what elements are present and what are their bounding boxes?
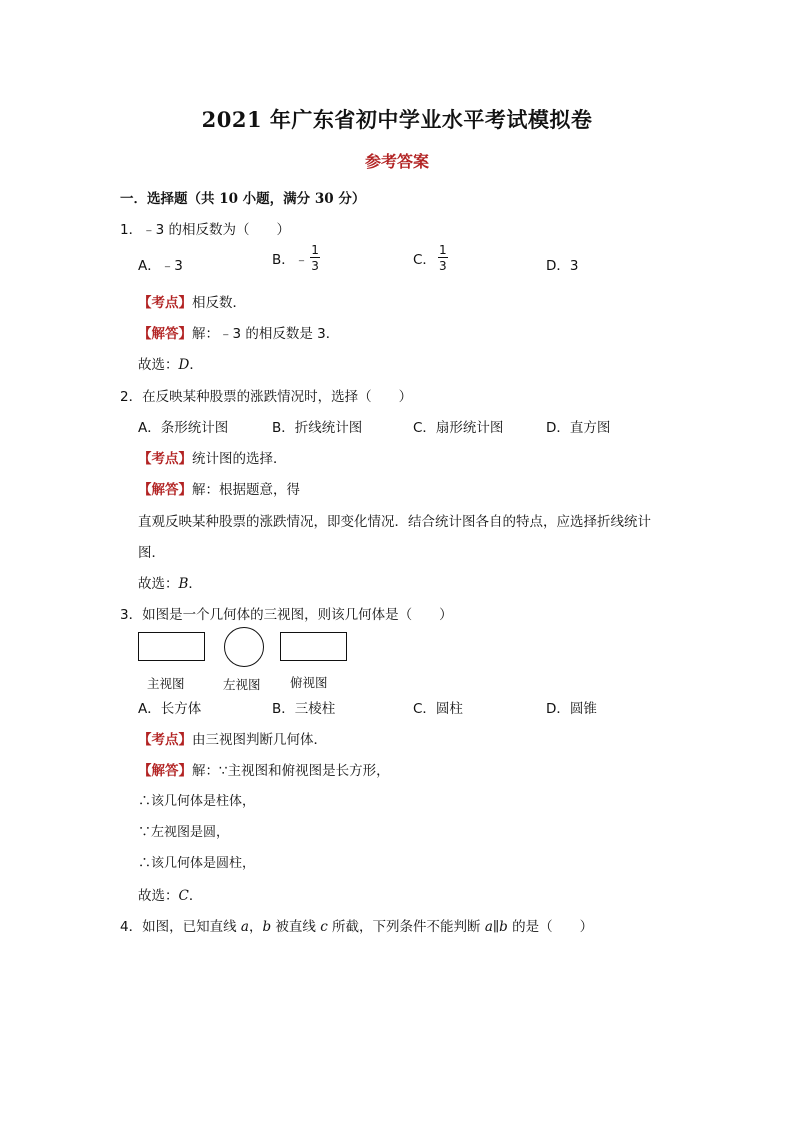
q3-explanation-line-1: ∴该几何体是柱体， [138,794,256,809]
jieda-tag: 【解答】 [138,763,192,779]
question-2-stem: 2．在反映某种股票的涨跌情况时，选择（ ） [120,389,413,405]
front-view-rectangle [138,632,205,661]
q1-option-c-denominator: 3 [438,259,447,273]
q1-option-b [272,244,320,272]
q1-option-c-fraction [438,244,448,272]
q1-jieda-text: 解：﹣3 的相反数是 3． [192,326,340,342]
q2-option-b: B．折线统计图 [272,420,363,436]
left-view-label: 左视图 [223,677,261,692]
q1-option-b-fraction [310,244,320,272]
q4-stem-part-4: 所截，下列条件不能判断 [327,919,485,935]
document-subtitle: 参考答案 [364,152,429,171]
q3-option-b: B．三棱柱 [272,701,336,717]
q2-jieda-text: 解：根据题意，得 [192,482,300,498]
q3-kaodian [138,728,327,748]
q2-answer [138,572,202,592]
q1-option-b-numerator: 1 [311,243,319,257]
q4-stem-part-1: 4．如图，已知直线 [120,919,241,935]
q4-var-c: c [320,919,328,935]
question-4-stem [120,915,593,935]
section-heading: 一．选择题（共 10 小题，满分 30 分） [120,191,366,207]
document-title: 2021 年广东省初中学业水平考试模拟卷 [201,107,593,132]
q3-option-a: A．长方体 [138,701,202,717]
q3-answer-suffix: ． [188,888,203,904]
kaodian-tag: 【考点】 [138,732,192,748]
q3-option-c: C．圆柱 [413,701,463,717]
q4-stem-part-2: ， [248,919,263,935]
q3-jieda-text: 解：∵主视图和俯视图是长方形， [192,763,390,779]
q2-jieda [138,478,300,498]
q2-option-a: A．条形统计图 [138,420,229,436]
q2-option-c: C．扇形统计图 [413,420,504,436]
q1-kaodian [138,291,246,311]
q1-option-c [413,244,448,272]
q1-option-c-prefix: C． [413,252,436,268]
q3-answer-choice: C [178,888,189,904]
q1-answer-prefix: 故选： [138,357,179,373]
q1-kaodian-text: 相反数． [192,295,246,311]
q4-var-ab: a∥b [484,919,508,935]
q2-answer-suffix: ． [188,576,202,592]
kaodian-tag: 【考点】 [138,295,192,311]
jieda-tag: 【解答】 [138,326,192,342]
question-1-stem: 1．﹣3 的相反数为（ ） [120,222,290,238]
q2-answer-prefix: 故选： [138,576,179,592]
top-view-label: 俯视图 [290,675,328,690]
q1-option-d: D．3 [546,258,579,274]
q2-answer-choice: B [178,576,189,592]
kaodian-tag: 【考点】 [138,451,192,467]
q3-kaodian-text: 由三视图判断几何体． [192,732,327,748]
top-view-rectangle [280,632,347,661]
question-3-stem: 3．如图是一个几何体的三视图，则该几何体是（ ） [120,607,453,623]
q2-kaodian [138,447,287,467]
q4-stem-part-3: 被直线 [271,919,321,935]
front-view-label: 主视图 [147,676,185,691]
q3-jieda [138,759,390,779]
q3-explanation-line-2: ∵左视图是圆， [138,825,230,840]
jieda-tag: 【解答】 [138,482,192,498]
q2-kaodian-text: 统计图的选择． [192,451,287,467]
q3-answer [138,884,202,904]
q1-option-b-prefix: B．﹣ [272,252,309,268]
q3-explanation-line-3: ∴该几何体是圆柱， [138,856,256,871]
left-view-circle [224,627,264,667]
q2-explanation-line-1: 直观反映某种股票的涨跌情况，即变化情况．结合统计图各自的特点，应选择折线统计 [138,514,651,530]
q4-var-b: b [262,919,272,935]
q1-answer-choice: D [178,357,190,373]
q2-option-d: D．直方图 [546,420,611,436]
q1-option-b-denominator: 3 [311,259,319,273]
q1-answer [138,353,203,373]
q1-jieda [138,322,339,342]
q1-answer-suffix: ． [189,357,203,373]
q2-explanation-line-2: 图． [138,545,165,561]
q1-option-c-numerator: 1 [438,243,447,257]
q1-option-a: A．﹣3 [138,258,183,274]
q3-option-d: D．圆锥 [546,701,597,717]
q4-var-a: a [240,919,249,935]
q3-answer-prefix: 故选： [138,888,179,904]
q4-stem-part-5: 的是（ ） [507,919,594,935]
